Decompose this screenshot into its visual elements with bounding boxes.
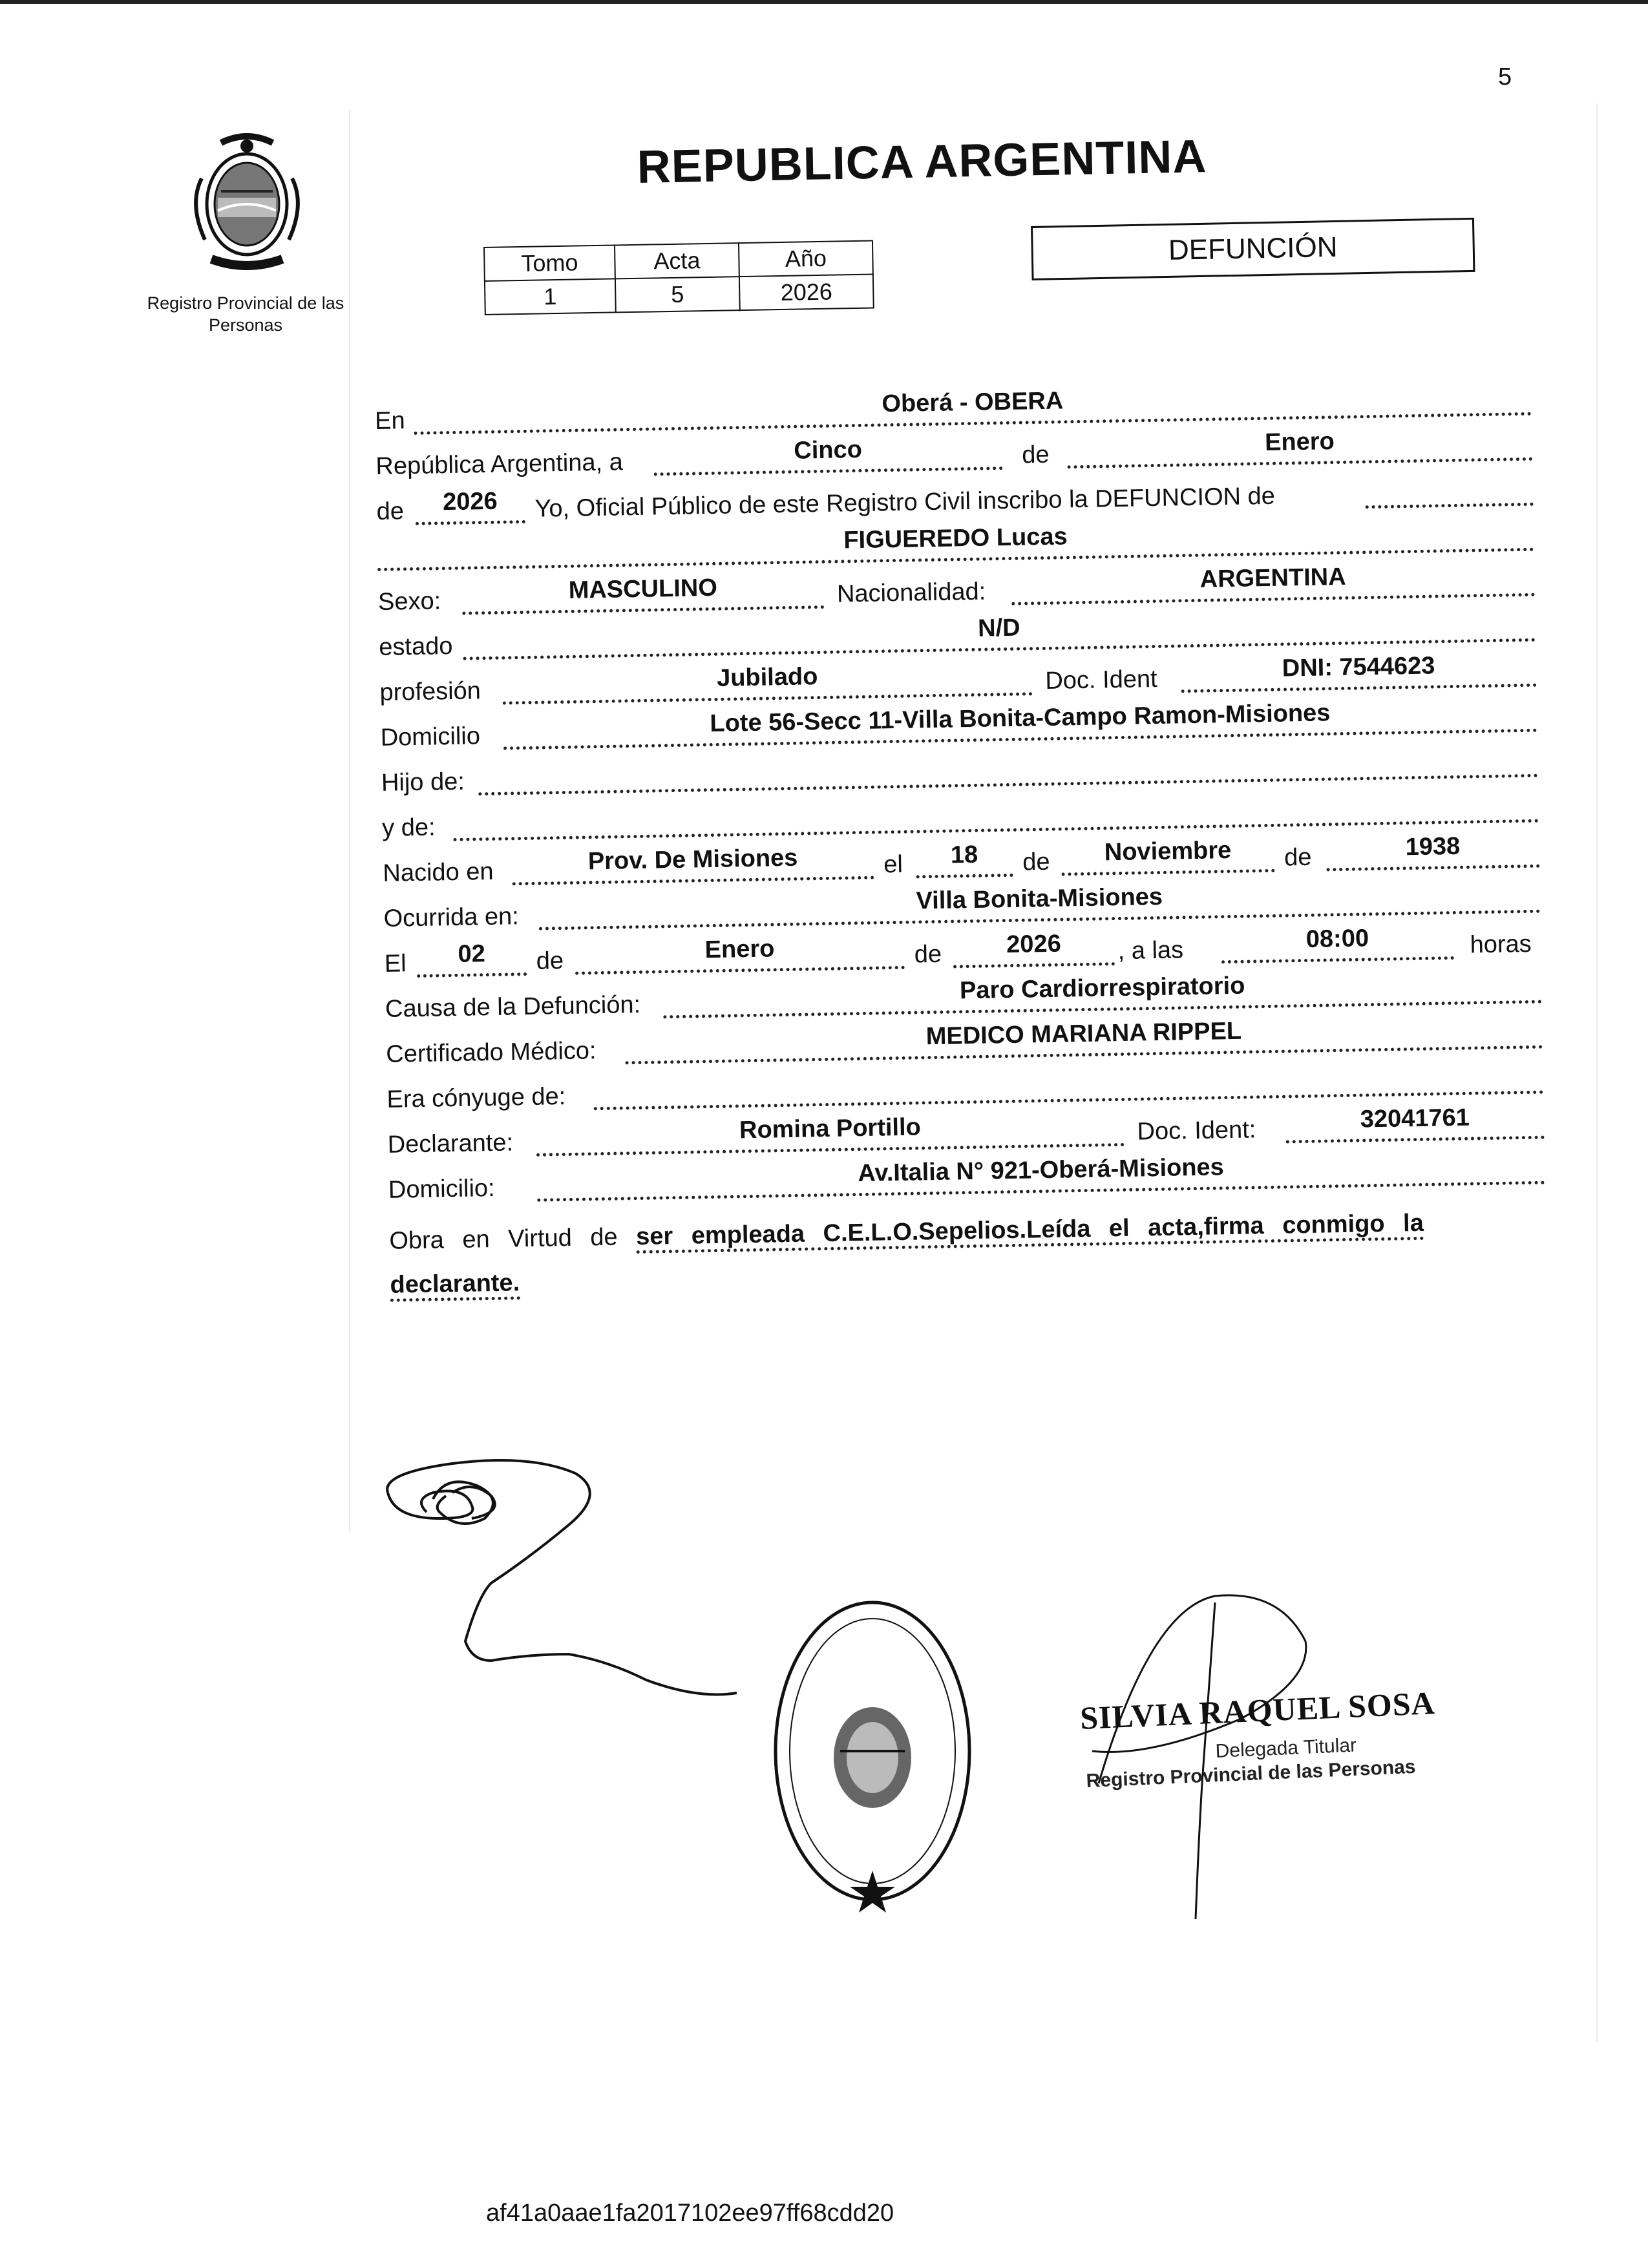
value-mes: Enero bbox=[1264, 428, 1335, 456]
field-hora bbox=[1221, 921, 1454, 963]
label-certificado: Certificado Médico: bbox=[385, 1037, 597, 1068]
tomo-value: 1 bbox=[485, 278, 616, 315]
misiones-emblem-icon bbox=[182, 127, 312, 282]
value-nacido-dia: 18 bbox=[950, 841, 978, 869]
field-dia bbox=[653, 432, 1003, 476]
label-nacido-de1: de bbox=[1022, 848, 1050, 876]
value-estado: N/D bbox=[977, 614, 1021, 642]
label-doc-ident: Doc. Ident bbox=[1045, 665, 1157, 695]
obra-line2 bbox=[390, 1269, 520, 1299]
field-profesion bbox=[502, 657, 1033, 704]
value-conyuge bbox=[594, 1086, 1544, 1102]
value-profesion: Jubilado bbox=[716, 663, 818, 692]
label-hijo-de: Hijo de: bbox=[381, 768, 465, 797]
label-conyuge: Era cónyuge de: bbox=[386, 1083, 566, 1113]
record-type-box: DEFUNCIÓN bbox=[1031, 218, 1475, 280]
label-def-de1: de bbox=[536, 947, 564, 975]
label-domicilio: Domicilio bbox=[380, 722, 481, 751]
text-inscribo: Yo, Oficial Público de este Registro Civil inscribo la DEFUNCION de bbox=[534, 482, 1276, 523]
value-nacionalidad: ARGENTINA bbox=[1199, 563, 1346, 593]
field-def-mes bbox=[575, 931, 905, 975]
registrar-office: Registro Provincial de las Personas bbox=[1086, 1756, 1417, 1792]
field-sexo bbox=[461, 571, 824, 615]
value-hora: 08:00 bbox=[1305, 925, 1369, 953]
label-en: En bbox=[374, 407, 406, 435]
value-causa: Paro Cardiorrespiratorio bbox=[959, 972, 1245, 1005]
value-def-dia: 02 bbox=[458, 940, 486, 968]
field-def-dia bbox=[416, 938, 527, 978]
field-declarante-doc bbox=[1285, 1101, 1545, 1144]
value-def-mes: Enero bbox=[704, 935, 775, 964]
acta-header: Acta bbox=[615, 243, 739, 278]
label-nacido-en: Nacido en bbox=[383, 857, 494, 887]
value-ocurrida: Villa Bonita-Misiones bbox=[916, 883, 1163, 915]
value-obra-line1: ser empleada C.E.L.O.Sepelios.Leída el acta,firma conmigo la bbox=[636, 1210, 1424, 1254]
value-declarante-doc: 32041761 bbox=[1360, 1104, 1470, 1133]
field-nacido-anio bbox=[1326, 830, 1540, 872]
label-republica: República Argentina, a bbox=[375, 448, 624, 480]
field-nacido-dia bbox=[916, 839, 1013, 879]
field-nacido-mes bbox=[1061, 834, 1275, 876]
label-profesion: profesión bbox=[379, 677, 481, 706]
value-domicilio: Lote 56-Secc 11-Villa Bonita-Campo Ramon-Misiones bbox=[710, 699, 1331, 738]
field-domicilio-declarante bbox=[536, 1146, 1545, 1202]
label-horas: horas bbox=[1470, 930, 1532, 959]
registrar-name: SILVIA RAQUEL SOSA bbox=[1079, 1685, 1436, 1736]
field-nacionalidad bbox=[1011, 558, 1535, 605]
label-causa: Causa de la Defunción: bbox=[385, 991, 641, 1023]
label-estado: estado bbox=[378, 632, 453, 661]
label-nacido-el: el bbox=[883, 850, 903, 879]
tomo-header: Tomo bbox=[484, 245, 615, 281]
value-anio: 2026 bbox=[442, 487, 498, 516]
label-domicilio-declarante: Domicilio: bbox=[388, 1174, 496, 1204]
label-alas: , a las bbox=[1117, 936, 1184, 965]
document-hash: af41a0aae1fa2017102ee97ff68cdd20 bbox=[486, 2200, 894, 2227]
value-nombre: FIGUEREDO Lucas bbox=[843, 523, 1068, 554]
signature-seal-area bbox=[375, 1447, 1603, 2094]
label-ocurrida: Ocurrida en: bbox=[383, 903, 520, 932]
field-anio bbox=[415, 485, 525, 525]
page-top-edge bbox=[0, 0, 1648, 4]
page-number: 5 bbox=[1498, 63, 1512, 90]
label-de-mes: de bbox=[1021, 441, 1050, 469]
document-title: REPUBLICA ARGENTINA bbox=[637, 131, 1208, 193]
field-doc-ident bbox=[1181, 649, 1537, 693]
field-mes bbox=[1067, 423, 1533, 469]
label-declarante: Declarante: bbox=[387, 1129, 514, 1159]
value-sexo: MASCULINO bbox=[568, 574, 718, 604]
value-def-anio: 2026 bbox=[1006, 930, 1062, 959]
label-obra: Obra en Virtud de bbox=[388, 1223, 618, 1255]
ano-value: 2026 bbox=[739, 274, 874, 310]
value-doc-ident: DNI: 7544623 bbox=[1282, 652, 1435, 682]
value-nacido-mes: Noviembre bbox=[1104, 836, 1232, 866]
acta-value: 5 bbox=[615, 277, 740, 312]
declarant-signature-scribble bbox=[387, 1460, 737, 1695]
field-def-anio bbox=[953, 927, 1115, 968]
registrar-role: Delegada Titular bbox=[1215, 1734, 1357, 1762]
value-obra-line2: declarante. bbox=[390, 1269, 520, 1301]
label-de-anio: de bbox=[376, 498, 405, 525]
label-declarante-doc: Doc. Ident: bbox=[1137, 1116, 1256, 1146]
field-anio-tail bbox=[1365, 468, 1534, 509]
value-declarante: Romina Portillo bbox=[739, 1113, 922, 1144]
record-table bbox=[483, 240, 874, 315]
field-declarante bbox=[536, 1108, 1125, 1157]
ano-header: Año bbox=[739, 240, 873, 277]
value-certificado: MEDICO MARIANA RIPPEL bbox=[925, 1017, 1242, 1051]
value-nacido-anio: 1938 bbox=[1405, 832, 1461, 861]
label-nacido-de2: de bbox=[1284, 843, 1312, 872]
obra-en-virtud bbox=[389, 1208, 1546, 1255]
value-dia: Cinco bbox=[793, 436, 863, 465]
field-nacido-lugar bbox=[512, 841, 874, 886]
value-en: Oberá - OBERA bbox=[882, 387, 1064, 418]
value-domicilio-declarante: Av.Italia N° 921-Oberá-Misiones bbox=[858, 1153, 1225, 1188]
registry-seal-icon bbox=[776, 1602, 969, 1913]
label-nacionalidad: Nacionalidad: bbox=[836, 578, 986, 608]
registry-name: Registro Provincial de las Personas bbox=[147, 293, 344, 335]
label-el: El bbox=[384, 950, 407, 978]
label-y-de: y de: bbox=[381, 814, 436, 842]
value-nacido-lugar: Prov. De Misiones bbox=[587, 844, 798, 876]
label-sexo: Sexo: bbox=[377, 587, 441, 616]
label-def-de2: de bbox=[914, 940, 942, 969]
